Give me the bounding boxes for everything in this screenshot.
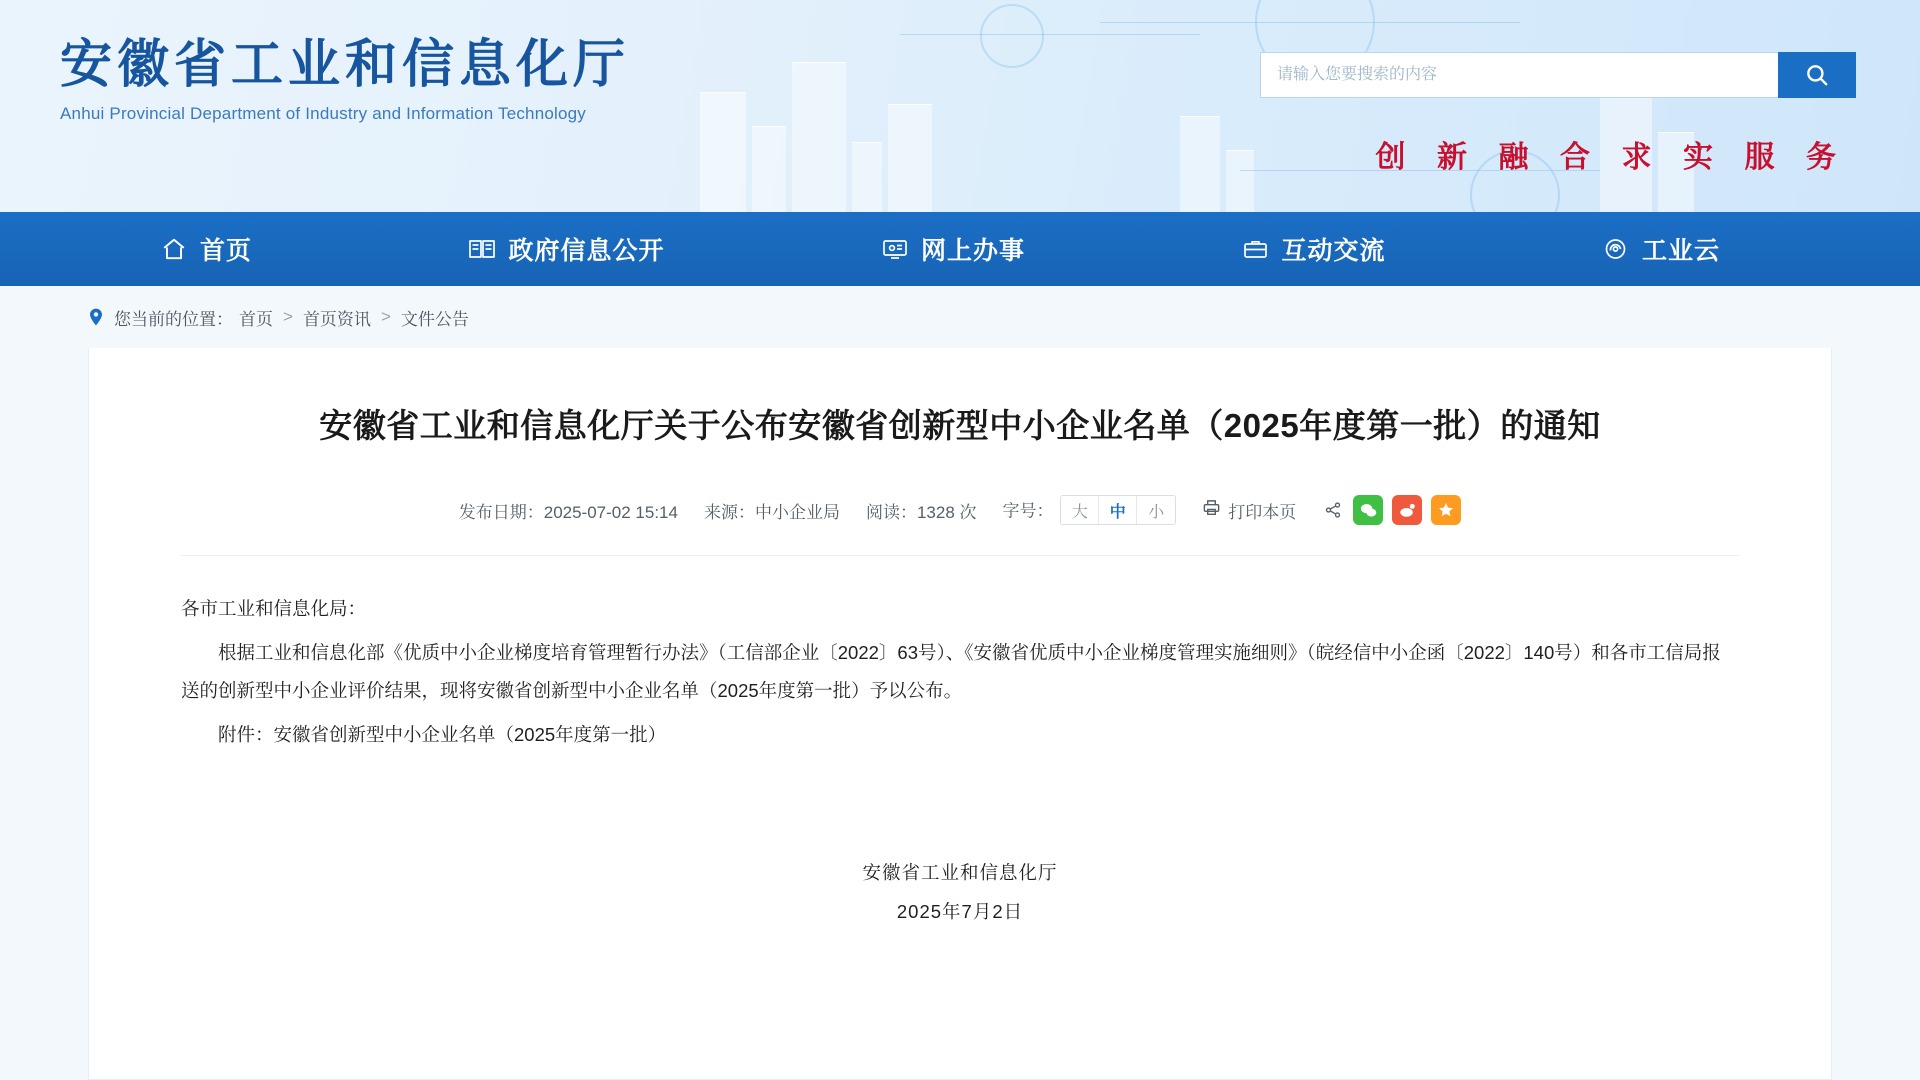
breadcrumb-prefix: 您当前的位置： [114, 309, 233, 329]
signature-date: 2025年7月2日 [896, 900, 1024, 922]
page-body [0, 348, 1920, 1080]
search-input[interactable] [1260, 52, 1778, 98]
wechat-icon[interactable] [1353, 495, 1383, 525]
breadcrumb-separator-1: > [380, 307, 391, 326]
fontsize-label: 字号： [1002, 501, 1054, 521]
share-icons [1322, 495, 1461, 525]
views-unit: 次 [959, 502, 977, 522]
source-label: 来源： [703, 502, 755, 522]
search-button[interactable] [1778, 52, 1856, 98]
book-icon [468, 235, 496, 263]
favorite-star-icon[interactable] [1431, 495, 1461, 525]
nav-item-interaction[interactable] [1241, 231, 1385, 267]
article-attachment[interactable]: 附件：安徽省创新型中小企业名单（2025年度第一批） [218, 723, 667, 745]
breadcrumb-item-2[interactable]: 文件公告 [400, 309, 469, 329]
fontsize-control [1003, 495, 1177, 525]
briefcase-icon [1241, 235, 1269, 263]
cloud-icon [1602, 235, 1630, 263]
source-value: 中小企业局 [754, 502, 840, 522]
breadcrumb [88, 305, 469, 330]
nav-item-government-info[interactable] [468, 231, 664, 267]
nav-item-home[interactable] [160, 231, 252, 267]
nav-label-government-info: 政府信息公开 [508, 237, 665, 265]
fontsize-large-button[interactable]: 大 [1061, 496, 1099, 524]
article-container [88, 348, 1832, 1080]
article-meta [181, 495, 1739, 525]
nav-label-interaction: 互动交流 [1281, 237, 1386, 265]
signature-org: 安徽省工业和信息化厅 [862, 861, 1058, 883]
publish-date [459, 498, 678, 523]
search-icon [1804, 62, 1830, 88]
meta-divider [181, 555, 1739, 556]
site-header [0, 0, 1920, 212]
print-button[interactable] [1202, 498, 1296, 523]
fontsize-small-button[interactable]: 小 [1137, 496, 1175, 524]
nav-label-online-service: 网上办事 [920, 237, 1025, 265]
article-source [704, 498, 840, 523]
nav-item-online-service[interactable] [881, 231, 1025, 267]
article-salutation: 各市工业和信息化局： [181, 598, 367, 620]
page-title: 安徽省工业和信息化厅关于公布安徽省创新型中小企业名单（2025年度第一批）的通知 [319, 407, 1601, 444]
site-title-cn: 安徽省工业和信息化厅 [60, 36, 631, 94]
nav-label-industrial-cloud: 工业云 [1641, 237, 1720, 265]
publish-date-label: 发布日期： [458, 502, 544, 522]
article-signature [181, 854, 1739, 932]
article-paragraph-1: 根据工业和信息化部《优质中小企业梯度培育管理暂行办法》（工信部企业〔2022〕63号）、《安徽省优质中小企业梯度管理实施细则》（皖经信中小企函〔2022〕140号）和各市工信局报送的创新型中小企业评价结果，现将安徽省创新型中小企业名单（2025年度第一批）予以公布。 [181, 642, 1721, 701]
search-bar[interactable] [1260, 52, 1856, 98]
print-label: 打印本页 [1228, 502, 1297, 522]
site-title-en: Anhui Provincial Department of Industry and Information Technology [60, 103, 587, 123]
nav-label-home: 首页 [200, 237, 253, 265]
views-value: 1328 [916, 502, 955, 522]
main-navigation [0, 212, 1920, 286]
publish-date-value: 2025-07-02 15:14 [543, 502, 678, 522]
site-slogan: 创 新 融 合 求 实 服 务 [1375, 141, 1848, 174]
monitor-icon [881, 235, 909, 263]
breadcrumb-item-0[interactable]: 首页 [239, 309, 273, 329]
breadcrumb-item-1[interactable]: 首页资讯 [302, 309, 371, 329]
home-icon [160, 235, 188, 263]
printer-icon [1202, 498, 1221, 522]
nav-item-industrial-cloud[interactable] [1602, 231, 1720, 267]
breadcrumb-separator-0: > [283, 307, 293, 326]
views-label: 阅读： [865, 502, 917, 522]
share-icon[interactable] [1322, 495, 1344, 525]
fontsize-medium-button[interactable]: 中 [1099, 496, 1137, 524]
view-count [866, 498, 977, 523]
site-logo[interactable] [60, 36, 630, 124]
location-pin-icon [88, 308, 104, 326]
article-body [181, 590, 1739, 754]
breadcrumb-area [0, 286, 1920, 348]
weibo-icon[interactable] [1392, 495, 1422, 525]
